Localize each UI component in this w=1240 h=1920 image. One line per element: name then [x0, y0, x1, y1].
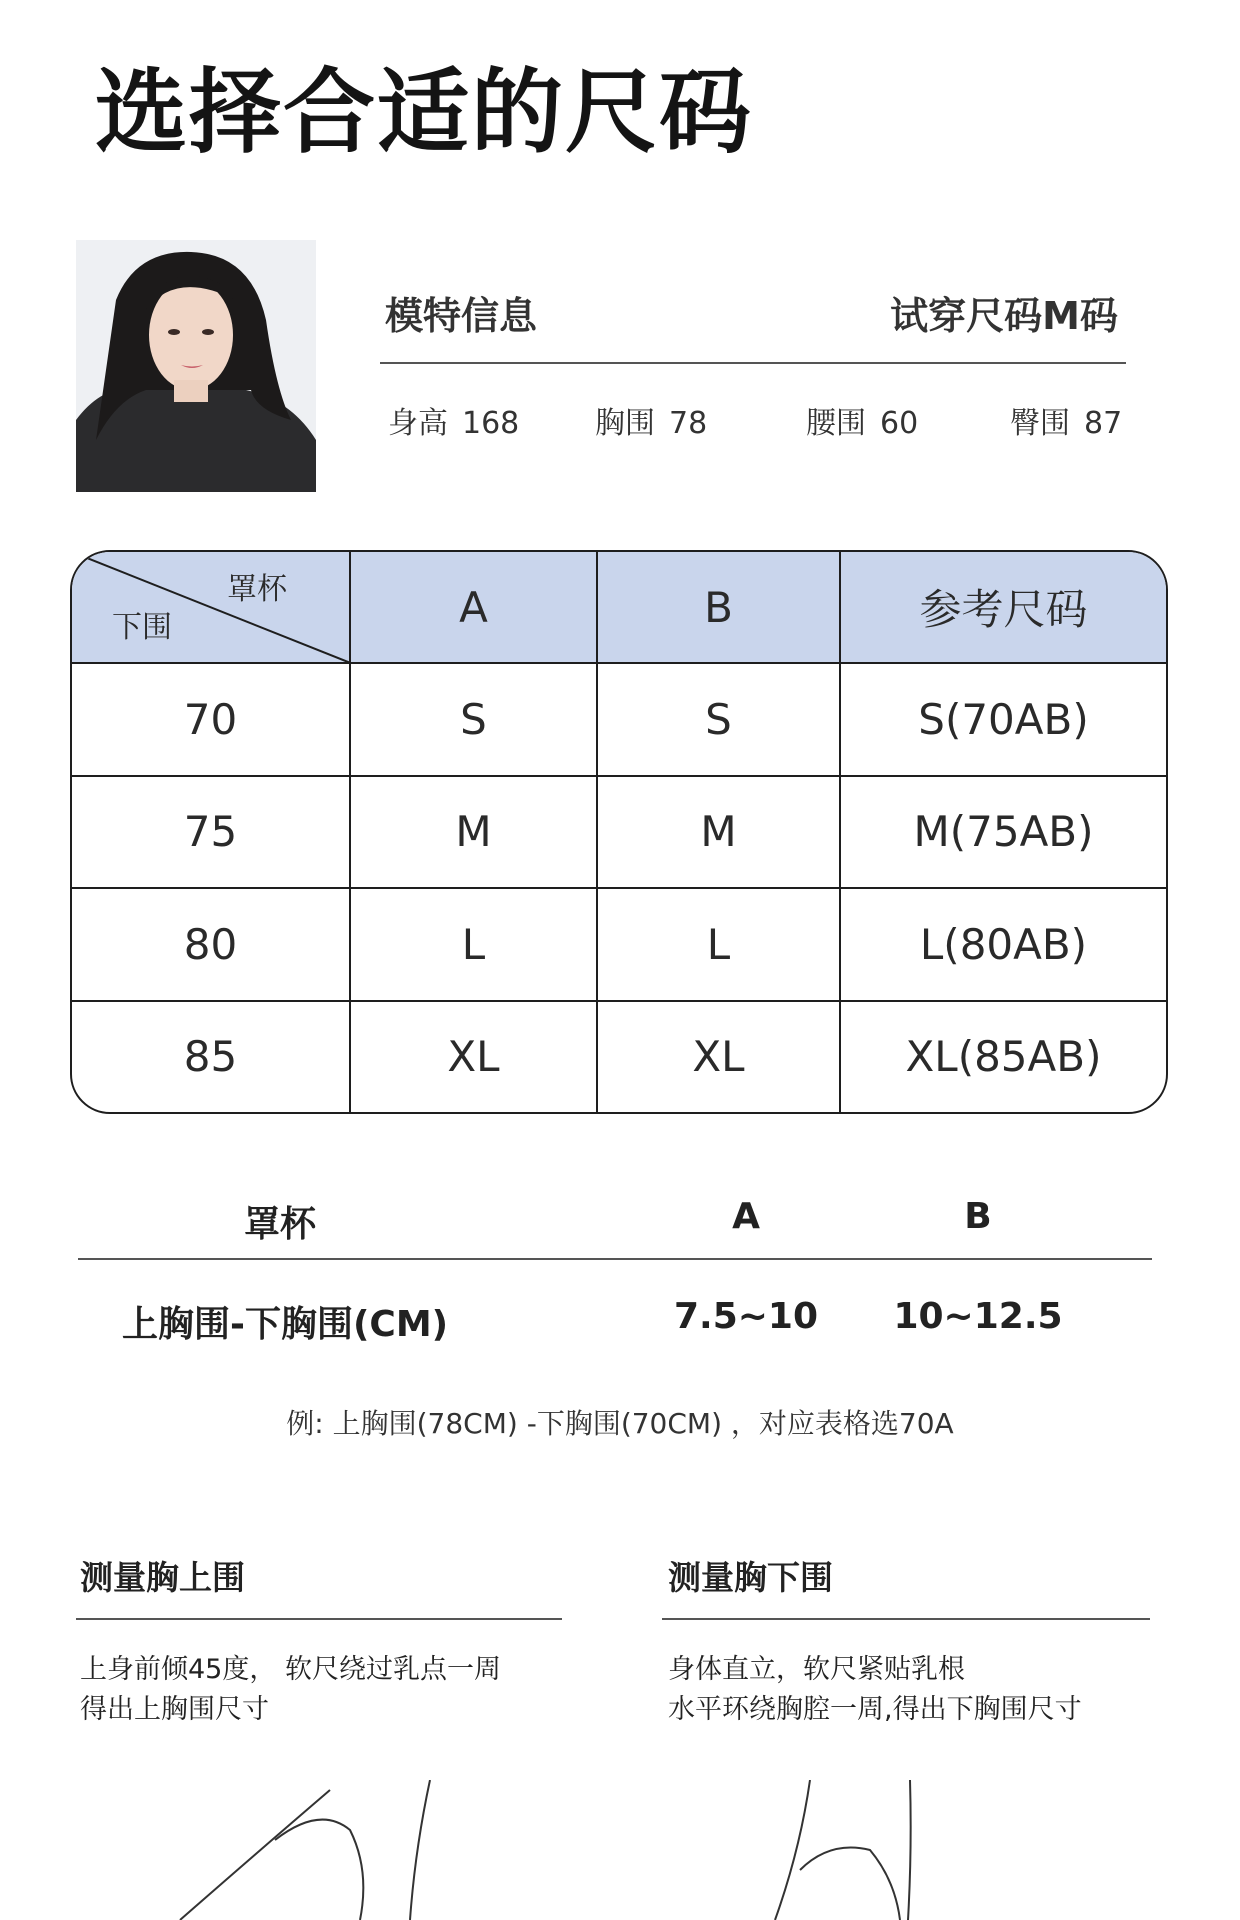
cupdiff-value-b: 10~12.5	[893, 1296, 1063, 1337]
header-cup-b: B	[597, 552, 840, 663]
reference-size-cell: S(70AB)	[840, 663, 1166, 775]
trial-size-label: 试穿尺码M码	[890, 294, 1118, 338]
cup-a-cell: S	[350, 663, 597, 775]
cup-b-cell: S	[597, 663, 840, 775]
size-table	[70, 550, 1168, 1114]
table-header-row	[72, 552, 1166, 663]
corner-underbust-label: 下围	[112, 610, 172, 646]
cup-a-cell: M	[350, 776, 597, 888]
cupdiff-divider	[78, 1258, 1152, 1260]
cup-b-cell: M	[597, 776, 840, 888]
measure-upper-divider	[76, 1618, 562, 1620]
measurement-height: 身高 168	[388, 406, 520, 441]
cupdiff-row-label: 上胸围-下胸围(CM)	[122, 1304, 449, 1345]
example-note: 例: 上胸围(78CM) -下胸围(70CM) ，对应表格选70A	[286, 1407, 954, 1440]
measurement-hip: 臀围 87	[1010, 406, 1123, 441]
measure-lower-divider	[662, 1618, 1150, 1620]
page-title: 选择合适的尺码	[95, 59, 754, 166]
measure-upper-title: 测量胸上围	[80, 1558, 245, 1597]
header-cup-a: A	[350, 552, 597, 663]
model-info-label: 模特信息	[385, 294, 538, 338]
reference-size-cell: L(80AB)	[840, 888, 1166, 1000]
cup-b-cell: L	[597, 888, 840, 1000]
cupdiff-header-label: 罩杯	[244, 1204, 317, 1245]
cupdiff-header-a: A	[732, 1196, 760, 1237]
underbust-cell: 75	[72, 776, 350, 888]
reference-size-cell: XL(85AB)	[840, 1001, 1166, 1112]
measurement-waist: 腰围 60	[806, 406, 919, 441]
underbust-cell: 85	[72, 1001, 350, 1112]
measurement-bust: 胸围 78	[595, 406, 708, 441]
cupdiff-value-a: 7.5~10	[673, 1296, 819, 1337]
cupdiff-header-b: B	[964, 1196, 992, 1237]
cup-b-cell: XL	[597, 1001, 840, 1112]
table-row	[72, 1001, 1166, 1112]
underbust-cell: 80	[72, 888, 350, 1000]
table-row	[72, 776, 1166, 888]
table-row	[72, 663, 1166, 775]
measuring-illustration	[0, 1780, 1240, 1920]
cup-a-cell: L	[350, 888, 597, 1000]
header-reference-size: 参考尺码	[840, 552, 1166, 663]
cup-a-cell: XL	[350, 1001, 597, 1112]
model-photo	[76, 240, 316, 492]
table-row	[72, 888, 1166, 1000]
measure-upper-desc: 上身前倾45度， 软尺绕过乳点一周 得出上胸围尺寸	[80, 1654, 501, 1725]
table-corner-cell	[72, 552, 350, 663]
underbust-cell: 70	[72, 663, 350, 775]
measure-lower-title: 测量胸下围	[668, 1558, 833, 1597]
measure-lower-desc: 身体直立，软尺紧贴乳根 水平环绕胸腔一周,得出下胸围尺寸	[668, 1654, 1082, 1725]
reference-size-cell: M(75AB)	[840, 776, 1166, 888]
model-divider	[380, 362, 1126, 364]
corner-cup-label: 罩杯	[227, 572, 287, 607]
